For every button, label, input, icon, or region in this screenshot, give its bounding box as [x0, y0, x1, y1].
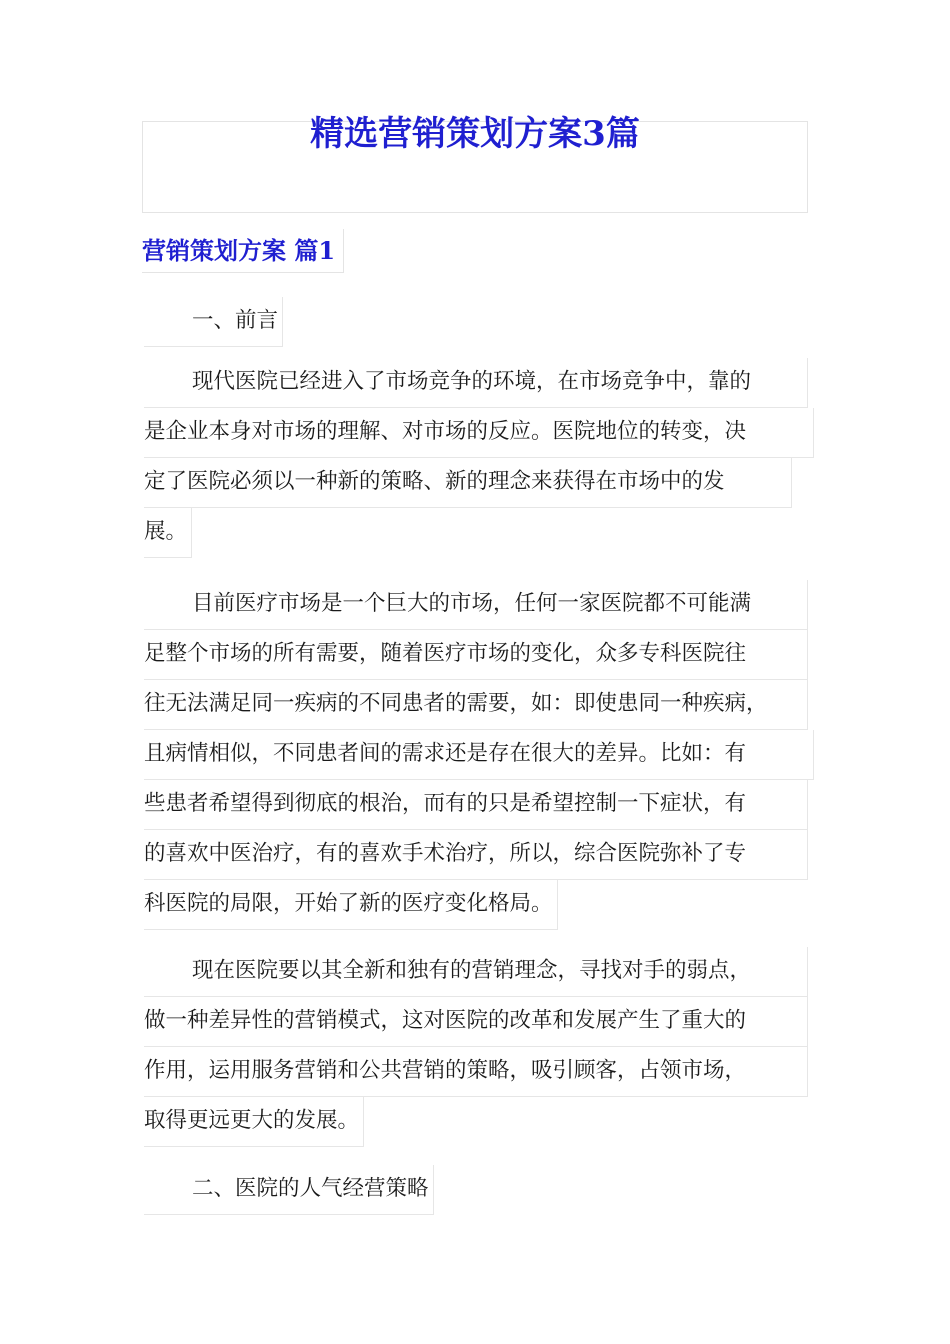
paragraph-3	[144, 947, 808, 1147]
text-line: 现在医院要以其全新和独有的营销理念，寻找对手的弱点，	[144, 947, 808, 997]
text-line: 且病情相似，不同患者间的需求还是存在很大的差异。比如：有	[144, 730, 814, 780]
paragraph-strategy-heading	[144, 1165, 808, 1215]
text-line: 往无法满足同一疾病的不同患者的需要，如：即使患同一种疾病，	[144, 680, 808, 730]
document-title: 精选营销策划方案3篇	[310, 114, 640, 154]
text-line: 取得更远更大的发展。	[144, 1097, 364, 1147]
text-line: 目前医疗市场是一个巨大的市场，任何一家医院都不可能满	[144, 580, 808, 630]
text-line: 作用，运用服务营销和公共营销的策略，吸引顾客，占领市场，	[144, 1047, 808, 1097]
paragraph-preface-heading	[144, 297, 808, 347]
text-line: 一、前言	[144, 297, 283, 347]
text-line: 展。	[144, 508, 192, 558]
text-line: 足整个市场的所有需要，随着医疗市场的变化，众多专科医院往	[144, 630, 808, 680]
section-heading: 营销策划方案 篇1	[142, 229, 344, 273]
text-line: 定了医院必须以一种新的策略、新的理念来获得在市场中的发	[144, 458, 792, 508]
text-line: 的喜欢中医治疗，有的喜欢手术治疗，所以，综合医院弥补了专	[144, 830, 808, 880]
paragraph-1	[144, 358, 808, 558]
text-line: 现代医院已经进入了市场竞争的环境，在市场竞争中，靠的	[144, 358, 808, 408]
text-line: 做一种差异性的营销模式，这对医院的改革和发展产生了重大的	[144, 997, 808, 1047]
paragraph-2	[144, 580, 808, 930]
text-line: 是企业本身对市场的理解、对市场的反应。医院地位的转变，决	[144, 408, 814, 458]
text-line: 二、医院的人气经营策略	[144, 1165, 434, 1215]
text-line: 科医院的局限，开始了新的医疗变化格局。	[144, 880, 558, 930]
text-line: 些患者希望得到彻底的根治，而有的只是希望控制一下症状，有	[144, 780, 808, 830]
